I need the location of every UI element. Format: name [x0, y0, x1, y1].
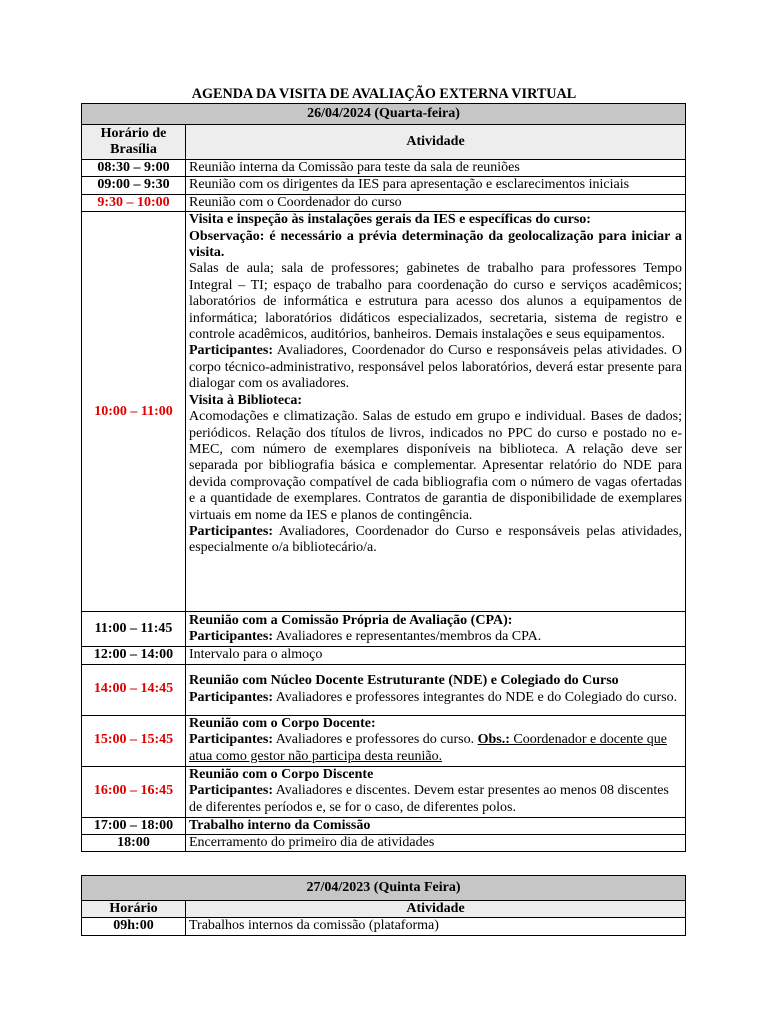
time-cell: 09h:00 — [82, 918, 186, 935]
participants-label: Participantes: — [189, 629, 273, 645]
page-title: AGENDA DA VISITA DE AVALIAÇÃO EXTERNA VIRTUAL — [191, 86, 577, 102]
agenda-table-day2 — [81, 875, 686, 936]
time-cell: 17:00 – 18:00 — [82, 817, 186, 834]
activity-cell: Trabalhos internos da comissão (plataforma) — [186, 918, 686, 935]
time-cell: 12:00 – 14:00 — [82, 647, 186, 664]
participants-label: Participantes: — [189, 783, 273, 799]
participants-text: Avaliadores, Coordenador do Curso e responsáveis pelas atividades, especialmente o/a bibliotecário/a. — [189, 523, 682, 556]
time-cell: 11:00 – 11:45 — [82, 612, 186, 647]
activity-heading: Reunião com o Corpo Docente: — [189, 716, 376, 732]
column-header-time: Horário — [82, 901, 186, 918]
activity-cell — [186, 715, 686, 766]
table-row — [82, 715, 686, 766]
activity-description: Salas de aula; sala de professores; gabinetes de trabalho para professores Tempo Integral – TI; espaço de trabalho para coordenação do curso e serviços acadêmicos; laboratórios de informática e estrutura para acesso dos alunos a equipamentos de informática; laboratórios didáticos especializados, secretaria, sistema de registro e controle acadêmicos, auditórios, banheiros. Demais instalações e seus equipamentos. — [189, 261, 682, 343]
table-row — [82, 647, 686, 664]
activity-cell: Reunião com os dirigentes da IES para apresentação e esclarecimentos iniciais — [186, 177, 686, 194]
table-row — [82, 177, 686, 194]
table-row — [82, 212, 686, 612]
column-header-activity: Atividade — [186, 125, 686, 160]
table-row — [82, 612, 686, 647]
time-cell: 15:00 – 15:45 — [82, 715, 186, 766]
table-row — [82, 194, 686, 211]
participants-text: Avaliadores e representantes/membros da CPA. — [272, 629, 542, 645]
time-cell: 14:00 – 14:45 — [82, 664, 186, 715]
time-cell: 9:30 – 10:00 — [82, 194, 186, 211]
activity-cell: Intervalo para o almoço — [186, 647, 686, 664]
time-cell: 16:00 – 16:45 — [82, 766, 186, 817]
activity-cell: Reunião interna da Comissão para teste da sala de reuniões — [186, 160, 686, 177]
participants-label: Participantes: — [189, 732, 273, 748]
participants-text: Avaliadores e discentes. Devem estar presentes ao menos 08 discentes de diferentes períodos e, se for o caso, de diferentes polos. — [189, 783, 669, 815]
activity-cell — [186, 664, 686, 715]
obs-label: Obs.: — [477, 732, 510, 748]
day2-date-header: 27/04/2023 (Quinta Feira) — [82, 876, 686, 901]
column-header-time: Horário de Brasília — [82, 125, 186, 160]
table-row — [82, 664, 686, 715]
table-row — [82, 160, 686, 177]
column-header-activity: Atividade — [186, 901, 686, 918]
agenda-table-day1 — [81, 103, 686, 852]
participants-label: Participantes: — [189, 689, 273, 705]
activity-cell: Reunião com o Coordenador do curso — [186, 194, 686, 211]
participants-label: Participantes: — [189, 523, 273, 539]
time-cell: 08:30 – 9:00 — [82, 160, 186, 177]
activity-heading: Visita à Biblioteca: — [189, 392, 303, 408]
table-row — [82, 918, 686, 935]
activity-cell — [186, 766, 686, 817]
activity-description: Acomodações e climatização. Salas de estudo em grupo e individual. Bases de dados; periódicos. Relação dos títulos de livros, indicados no PPC do curso e postado no e-MEC, com número de exemplares disponíveis na biblioteca. A relação deve ser separada por bibliografia básica e complementar. Apresentar relatório do NDE para devida comprovação compatível de cada bibliografia com o número de vagas ofertadas e a quantidade de exemplares. Contratos de garantia de disponibilidade de exemplares virtuais em nome da IES e planos de contingência. — [189, 409, 682, 523]
time-cell: 09:00 – 9:30 — [82, 177, 186, 194]
activity-cell — [186, 612, 686, 647]
time-cell: 18:00 — [82, 835, 186, 852]
participants-label: Participantes: — [189, 343, 273, 359]
table-row — [82, 766, 686, 817]
activity-heading: Reunião com Núcleo Docente Estruturante (NDE) e Colegiado do Curso — [189, 673, 619, 689]
activity-cell — [186, 212, 686, 612]
activity-heading: Reunião com a Comissão Própria de Avaliação (CPA): — [189, 612, 513, 628]
table-row — [82, 817, 686, 834]
obs-text: Coordenador e docente que atua como gestor não participa desta reunião. — [189, 732, 667, 764]
activity-cell: Encerramento do primeiro dia de atividades — [186, 835, 686, 852]
participants-text: Avaliadores e professores do curso. — [272, 732, 478, 748]
day1-date-header: 26/04/2024 (Quarta-feira) — [82, 104, 686, 125]
activity-cell: Trabalho interno da Comissão — [186, 817, 686, 834]
activity-heading: Reunião com o Corpo Discente — [189, 767, 374, 783]
table-row — [82, 835, 686, 852]
time-cell: 10:00 – 11:00 — [82, 212, 186, 612]
participants-text: Avaliadores, Coordenador do Curso e responsáveis pelas atividades. O corpo técnico-administrativo, responsável pelos laboratórios, deverá estar presente para dialogar com os avaliadores. — [189, 343, 682, 392]
activity-heading: Visita e inspeção às instalações gerais da IES e específicas do curso: — [189, 212, 591, 228]
observation-note: Observação: é necessário a prévia determinação da geolocalização para iniciar a visita. — [189, 228, 682, 261]
participants-text: Avaliadores e professores integrantes do NDE e do Colegiado do curso. — [272, 689, 678, 705]
